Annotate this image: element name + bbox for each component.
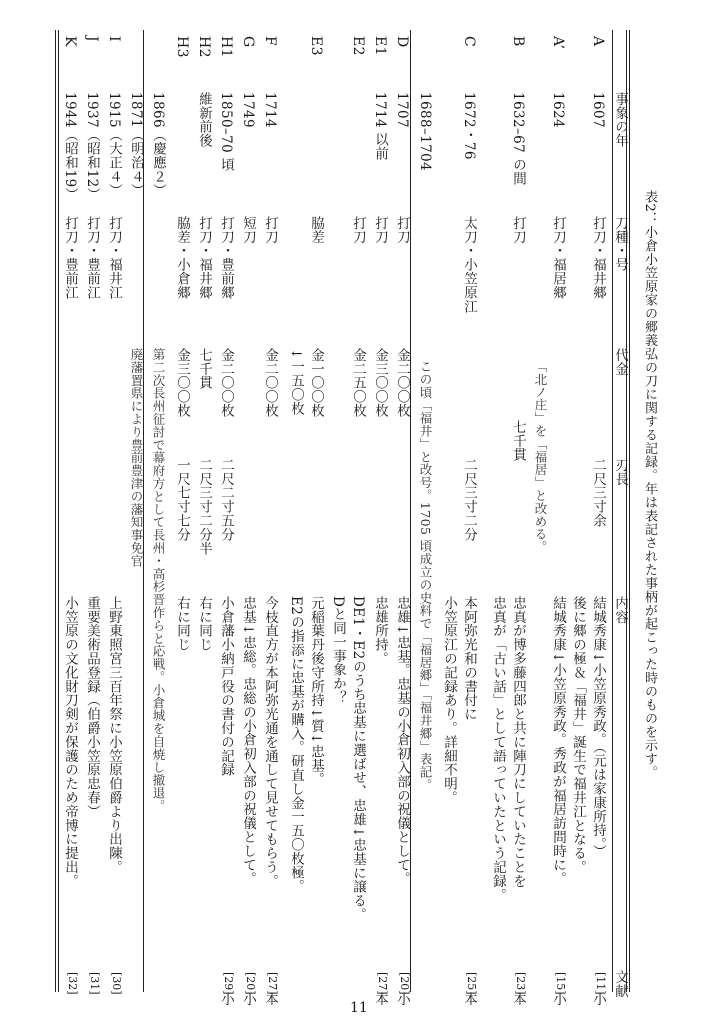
row-year: 維新前後 <box>196 92 212 148</box>
row-year: 1707 <box>394 92 410 128</box>
row-content: 小笠原の文化財刀剣が保護のため帝博に提出。 <box>62 596 78 888</box>
row-price-2: ↓一五〇枚 <box>288 348 304 416</box>
row-source: 小 <box>240 992 256 1006</box>
row-length: 一尺七寸七分 <box>174 458 190 542</box>
row-content: 結城秀康↓小笠原秀政。秀政が福居訪問時に。 <box>550 596 566 886</box>
row-sword: 打刀・豊前江 <box>84 216 100 300</box>
row-label: E2 <box>350 36 366 56</box>
header-sword: 刀種・号 <box>612 216 628 272</box>
row-label: A’ <box>550 36 566 50</box>
row-note: 第二次長州征討で幕府方として長州・高杉晋作らと応戦。小倉城を自焼し撤退。 <box>151 348 166 813</box>
row-content: 本阿弥光和の書付に <box>461 596 477 722</box>
row-source: 本 <box>262 992 278 1006</box>
row-label: E1 <box>372 36 388 56</box>
table-row <box>330 30 370 992</box>
header-content: 内容 <box>612 596 628 624</box>
header-length: 刃長 <box>612 458 628 486</box>
row-year: 1749 <box>240 92 256 128</box>
table-row-note <box>124 30 148 992</box>
row-price: 金二〇〇枚 <box>218 348 234 418</box>
row-year: 1944（昭和19） <box>62 92 78 202</box>
row-year: 1714 以前 <box>372 92 388 161</box>
row-label: E3 <box>308 36 324 56</box>
row-sword: 打刀・豊前江 <box>62 216 78 300</box>
table-row-note <box>146 30 170 992</box>
row-year: 1915（大正４） <box>106 92 122 198</box>
row-sword: 打刀 <box>394 216 410 244</box>
row-content: 結城秀康↓小笠原秀政。（元は家康所持。） <box>590 596 606 859</box>
row-label: G <box>240 36 256 48</box>
row-content: 元稲葉丹後守所持↓質↓忠基。 <box>308 596 324 787</box>
row-content: E2の指添に忠基が購入。研直し金一五〇枚極。 <box>288 596 304 894</box>
row-year: 1632–67 の間 <box>510 92 526 186</box>
row-price: 金一〇〇枚 <box>308 348 324 418</box>
row-label: B <box>510 36 526 47</box>
row-price: 金二〇〇枚 <box>394 348 410 418</box>
row-year: 1866（慶應２） <box>150 92 166 198</box>
row-sword: 打刀・豊前郷 <box>218 216 234 300</box>
header-row <box>612 30 628 998</box>
row-year: 1688–1704 <box>417 92 433 172</box>
row-ref: [11] <box>594 972 607 995</box>
row-content: 忠真が博多藤四郎と共に陣刀にしていたことを <box>510 596 526 888</box>
row-content: 小笠原江の記録あり。詳細不明。 <box>441 596 457 805</box>
row-content: 重要美術品登録（伯爵小笠原忠春） <box>84 596 100 819</box>
table-row <box>236 30 260 1006</box>
row-label: I <box>106 36 122 42</box>
row-content: 後に郷の極＆「福井」誕生で福井江となる。 <box>570 596 586 874</box>
row-sword: 太刀・小笠原江 <box>461 216 477 314</box>
row-content: 忠雄所持。 <box>372 596 388 666</box>
row-length: 二尺三寸余 <box>590 458 606 528</box>
header-year: 事象の年 <box>612 92 628 148</box>
table-row <box>368 30 392 1006</box>
row-sword: 打刀 <box>510 216 526 244</box>
row-source: 小 <box>550 992 566 1006</box>
row-year: 1871（明治４） <box>128 92 144 198</box>
header-ref: 文献 <box>612 970 628 998</box>
row-sword: 打刀 <box>372 216 388 244</box>
row-ref: [29] <box>222 972 235 995</box>
row-source: 小 <box>394 992 410 1006</box>
row-label: A <box>590 36 606 47</box>
row-price: 金三〇〇枚 <box>174 348 190 418</box>
row-source: 本 <box>372 992 388 1006</box>
row-label: C <box>461 36 477 48</box>
row-length: 二尺二寸五分 <box>218 458 234 542</box>
table-caption: 表2：小倉小笠原家の郷義弘の刀に関する記録。年は表記された事柄が起こった時のものを示す。 <box>642 190 657 780</box>
table-top-rule <box>629 30 630 992</box>
row-price: 金二五〇枚 <box>350 348 366 418</box>
table-row <box>170 30 194 992</box>
row-content: 上野東照宮三百年祭に小笠原伯爵より出陳。 <box>106 596 122 874</box>
row-year: 1672・76 <box>461 92 477 160</box>
row-year: 1607 <box>590 92 606 128</box>
row-ref: [27] <box>266 972 279 995</box>
row-price: 金三〇〇枚 <box>372 348 388 418</box>
row-ref: [30] <box>110 972 123 995</box>
header-price: 代金 <box>612 348 628 376</box>
row-price: 七千貫 <box>510 420 526 462</box>
table-bottom-rule-2 <box>55 30 56 992</box>
row-sword: 打刀・福井江 <box>106 216 122 300</box>
row-label: D <box>394 36 410 48</box>
table-top-rule-2 <box>626 30 627 992</box>
row-source: 小 <box>590 992 606 1006</box>
row-content: 右に同じ <box>196 596 212 652</box>
row-note: この頃「福井」と改号。1705 頃成立の史料で「福居郷」「福井郷」表記。 <box>418 360 433 792</box>
row-price: 七千貫 <box>196 348 212 390</box>
row-note: 廃藩置県により豊前豊津の藩知事免官 <box>129 348 144 568</box>
row-content: 小倉藩小納戸役の書付の記録 <box>218 596 234 777</box>
row-label: H2 <box>196 36 212 58</box>
row-sword: 打刀 <box>262 216 278 244</box>
table-row <box>214 30 238 1006</box>
row-ref: [23] <box>514 972 527 995</box>
row-content: 忠真が「古い話」として語っていたという記録。 <box>490 596 506 902</box>
row-ref: [32] <box>66 972 79 995</box>
row-year: 1850–70 頃 <box>218 92 234 172</box>
row-sword: 打刀・福井郷 <box>196 216 212 300</box>
row-label: F <box>262 36 278 47</box>
row-label: H3 <box>174 36 190 58</box>
row-length: 二尺三寸二分半 <box>196 458 212 556</box>
table-row-note <box>413 30 437 992</box>
table-row <box>288 30 328 992</box>
row-content: DE1・E2のうち忠基に選ばせ、忠雄↓忠基に譲る。 <box>350 596 366 922</box>
table-row <box>490 30 530 1006</box>
row-content: Dと同一事象か？ <box>330 596 346 705</box>
table-row <box>390 30 414 1006</box>
row-price: 金二〇〇枚 <box>262 348 278 418</box>
row-year: 1624 <box>550 92 566 128</box>
row-label: K <box>62 36 78 47</box>
row-content: 右に同じ <box>174 596 190 652</box>
row-ref: [27] <box>376 972 389 995</box>
row-content: 忠基↓忠総。忠総の小倉初入部の祝儀として。 <box>240 596 256 886</box>
row-label: H1 <box>218 36 234 58</box>
row-sword: 打刀・福居郷 <box>550 216 566 300</box>
row-content: 忠雄↓忠基。忠基の小倉初入部の祝儀として。 <box>394 596 410 886</box>
row-source: 本 <box>510 992 526 1006</box>
row-source: 小 <box>218 992 234 1006</box>
row-ref: [15] <box>554 972 567 995</box>
table-row <box>58 30 82 995</box>
row-note: 「北ノ庄」を「福居」と改める。 <box>533 360 548 554</box>
row-ref: [20] <box>244 972 257 995</box>
row-year: 1937（昭和12） <box>84 92 100 202</box>
table-row-note <box>528 30 552 992</box>
row-sword: 打刀・福井郷 <box>590 216 606 300</box>
table-row <box>192 30 216 992</box>
page-number: 11 <box>350 1000 368 1016</box>
table-row <box>258 30 282 1006</box>
row-label: J <box>84 36 100 43</box>
row-sword: 脇差・小倉郷 <box>174 216 190 300</box>
row-sword: 短刀 <box>240 216 256 244</box>
row-year: 1714 <box>262 92 278 128</box>
table-row <box>441 30 481 1006</box>
table-row <box>102 30 126 995</box>
row-sword: 打刀 <box>350 216 366 244</box>
row-source: 本 <box>461 992 477 1006</box>
table-row <box>80 30 104 995</box>
row-length: 二尺三寸二分 <box>461 458 477 542</box>
row-ref: [31] <box>88 972 101 995</box>
row-sword: 脇差 <box>308 216 324 244</box>
table-row <box>570 30 610 1006</box>
row-ref: [20] <box>398 972 411 995</box>
row-content: 今枝直方が本阿弥光通を通して見せてもらう。 <box>262 596 278 888</box>
row-ref: [25] <box>465 972 478 995</box>
